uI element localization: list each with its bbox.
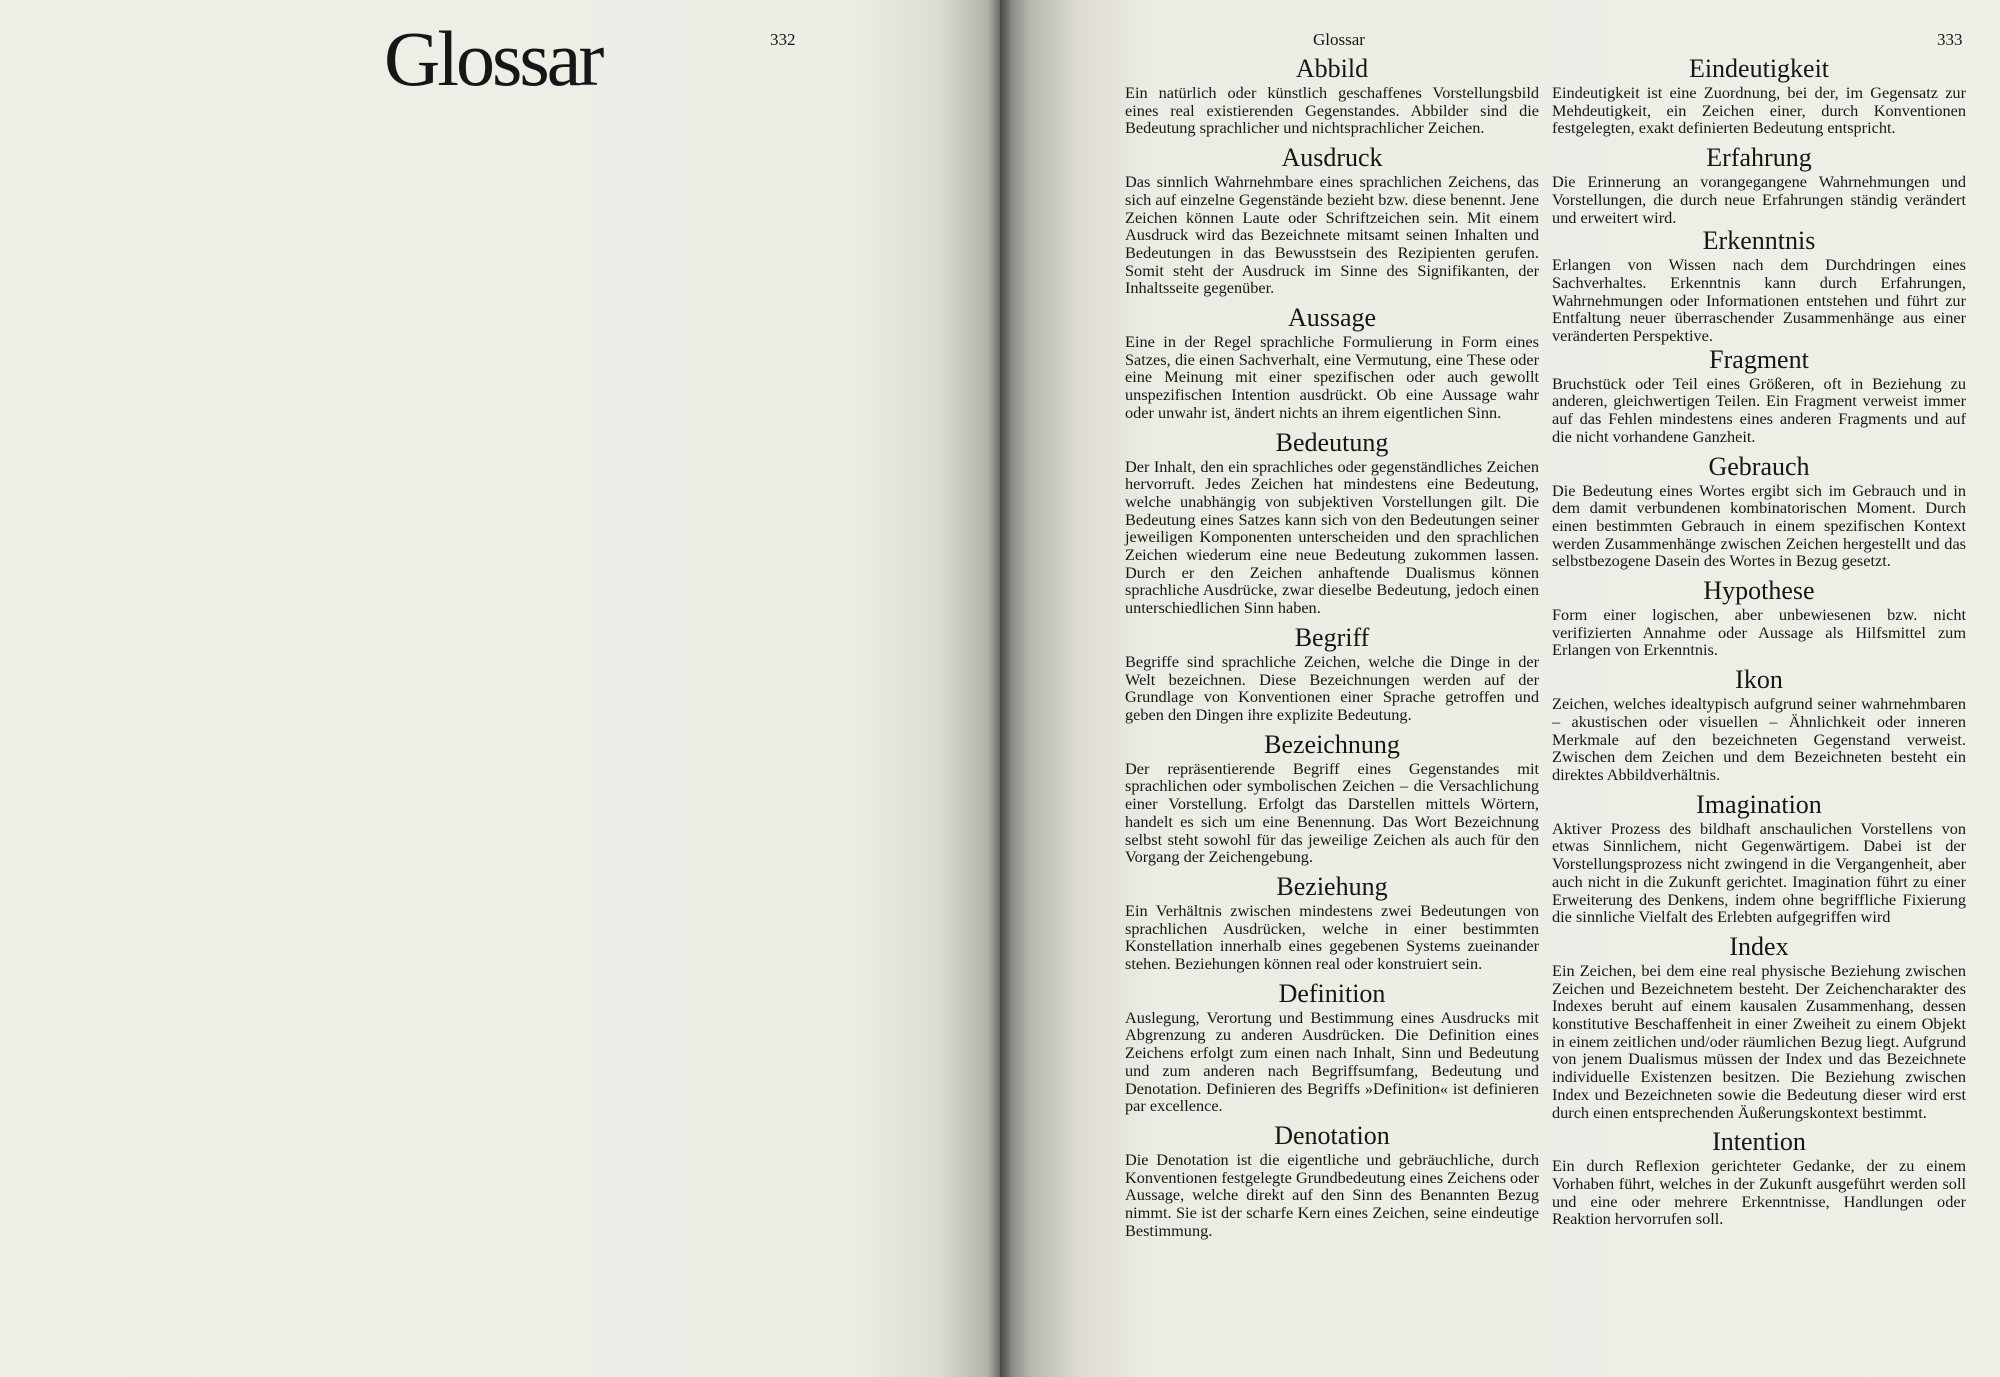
glossary-definition: Ein durch Reflexion gerichteter Gedanke, der zu einem Vorhaben führt, welches in der Zukunft ausgeführt werden soll und eine oder mehrere Erkenntnisse, Handlungen oder Reaktion hervorrufen soll.	[1552, 1156, 1966, 1229]
glossary-entry	[1552, 226, 1966, 345]
glossary-term: Ausdruck	[1281, 143, 1383, 173]
glossary-definition: Der Inhalt, den ein sprachliches oder gegenständliches Zeichen hervorruft. Jedes Zeichen hat mindestens eine Bedeutung, welche unabhängig von subjektiven Vorstellungen gilt. Die Bedeutung eines Satzes kann sich von den Bedeutungen seiner jeweiligen Komponenten unterscheiden und den sprachlichen Zeichen wiederum eine neue Bedeutung zukommen lassen. Durch er den Zeichen anhaftende Dualismus können sprachliche Ausdrücke, zwar dieselbe Bedeutung, jedoch einen unterschiedlichen Sinn haben.	[1125, 456, 1539, 618]
glossary-definition: Ein Verhältnis zwischen mindestens zwei Bedeutungen von sprachlichen Ausdrücken, welche in einer bestimmten Konstellation innerhalb eines gegebenen Systems zueinander stehen. Beziehungen können real oder konstruiert sein.	[1125, 900, 1539, 974]
glossary-term: Erfahrung	[1706, 143, 1812, 173]
glossary-definition: Die Bedeutung eines Wortes ergibt sich im Gebrauch und in dem damit verbundenen kombinatorischen Moment. Durch einen bestimmten Gebrauch in einem spezifischen Kontext werden Zusammenhänge zwischen Zeichen hergestellt und das selbstbezogene Dasein des Wortes in Bezug gesetzt.	[1552, 480, 1966, 571]
glossary-entry	[1552, 932, 1966, 1121]
glossary-definition: Aktiver Prozess des bildhaft anschaulichen Vorstellens von etwas Sinnlichem, nicht Gegenwärtigem. Dabei ist der Vorstellungsprozess nicht zwingend in die Vergangenheit, aber auch nicht in die Zukunft gerichtet. Imagination führt zu einer Erweiterung des Denkens, indem ohne begriffliche Fixierung die sinnliche Vielfalt des Erlebten aufgegriffen wird	[1552, 818, 1966, 927]
glossary-term: Index	[1729, 931, 1789, 961]
glossary-entry	[1125, 623, 1539, 724]
running-head: Glossar	[1313, 30, 1365, 49]
book-spine-shadow	[988, 0, 1012, 1377]
glossary-term: Imagination	[1696, 789, 1822, 819]
glossary-entry	[1125, 428, 1539, 617]
glossary-term: Eindeutigkeit	[1688, 54, 1830, 83]
glossary-term: Abbild	[1295, 54, 1369, 83]
glossary-entry	[1125, 979, 1539, 1115]
glossary-definition: Begriffe sind sprachliche Zeichen, welche die Dinge in der Welt bezeichnen. Diese Bezeichnungen werden auf der Grundlage von Konventionen einer Sprache getroffen und geben den Dingen ihre explizite Bedeutung.	[1125, 651, 1539, 724]
glossary-column-1	[1125, 54, 1539, 1239]
glossary-entry	[1552, 54, 1966, 137]
glossary-definition: Ein natürlich oder künstlich geschaffenes Vorstellungsbild eines real existierenden Gegenstandes. Abbilder sind die Bedeutung sprachlicher und nichtsprachlicher Zeichen.	[1125, 83, 1539, 138]
glossary-definition: Form einer logischen, aber unbewiesenen bzw. nicht verifizierten Annahme oder Aussage als Hilfsmittel zum Erlangen von Erkenntnis.	[1552, 605, 1966, 660]
glossary-definition: Die Erinnerung an vorangegangene Wahrnehmungen und Vorstellungen, die durch neue Erfahrungen ständig verändert und erweitert wird.	[1552, 172, 1966, 227]
glossary-term: Hypothese	[1703, 576, 1815, 606]
glossary-term: Erkenntnis	[1702, 226, 1816, 256]
glossary-entry	[1552, 1127, 1966, 1228]
glossary-term: Bedeutung	[1275, 427, 1389, 457]
glossary-term: Intention	[1712, 1127, 1806, 1157]
glossary-column-2	[1552, 54, 1966, 1228]
glossary-entry	[1552, 452, 1966, 571]
glossary-term: Aussage	[1287, 303, 1377, 333]
glossary-term: Ikon	[1735, 665, 1783, 695]
glossary-term: Begriff	[1294, 622, 1370, 652]
glossary-entry	[1125, 1121, 1539, 1240]
glossary-entry	[1552, 143, 1966, 226]
glossary-definition: Bruchstück oder Teil eines Größeren, oft in Beziehung zu anderen, gleichwertigen Teilen. Ein Fragment verweist immer auf das Fehlen mindestens eines anderen Fragments und auf die nicht vorhandene Ganzheit.	[1552, 373, 1966, 446]
right-page-number: 333	[1937, 30, 1963, 49]
glossary-term: Beziehung	[1276, 871, 1388, 901]
glossary-term: Gebrauch	[1708, 451, 1810, 481]
glossary-definition: Der repräsentierende Begriff eines Gegenstandes mit sprachlichen oder symbolischen Zeichen – die Versachlichung einer Vorstellung. Erfolgt das Darstellen mittels Wörtern, handelt es sich um eine Benennung. Das Wort Bezeichnung selbst steht sowohl für das jeweilige Zeichen als auch für den Vorgang der Zeichengebung.	[1125, 758, 1539, 867]
glossary-definition: Auslegung, Verortung und Bestimmung eines Ausdrucks mit Abgrenzung zu anderen Ausdrücken. Die Definition eines Zeichens erfolgt zum einen nach Inhalt, Sinn und Bedeutung und zum anderen nach Begriffsumfang, Bedeutung und Denotation. Definieren des Begriffs »Definition« ist definieren par excellence.	[1125, 1007, 1539, 1116]
glossary-entry	[1552, 345, 1966, 446]
glossary-entry	[1552, 576, 1966, 659]
glossary-term: Denotation	[1274, 1120, 1390, 1150]
glossary-definition: Erlangen von Wissen nach dem Durchdringen eines Sachverhaltes. Erkenntnis kann durch Erfahrungen, Wahrnehmungen oder Informationen entstehen und führt zur Entfaltung neuer überraschender Zusammenhänge aus einer veränderten Perspektive.	[1552, 255, 1966, 346]
glossary-entry	[1125, 872, 1539, 973]
glossary-definition: Eine in der Regel sprachliche Formulierung in Form eines Satzes, die einen Sachverhalt, eine Vermutung, eine These oder eine Meinung mit einer spezifischen oder auch gewollt unspezifischen Intention ausdrückt. Ob eine Aussage wahr oder unwahr ist, ändert nichts an ihrem eigentlichen Sinn.	[1125, 332, 1539, 422]
glossary-definition: Die Denotation ist die eigentliche und gebräuchliche, durch Konventionen festgelegte Grundbedeutung eines Zeichens oder Aussage, welche direkt auf den Sinn des Benannten Bezug nimmt. Sie ist der scharfe Kern eines Zeichen, seine eindeutige Bestimmung.	[1125, 1149, 1539, 1240]
glossary-entry	[1125, 54, 1539, 137]
glossary-definition: Eindeutigkeit ist eine Zuordnung, bei der, im Gegensatz zur Mehdeutigkeit, ein Zeichen einer, durch Konventionen festgelegten, exakt definierten Bedeutung entspricht.	[1552, 83, 1966, 138]
glossary-definition: Das sinnlich Wahrnehmbare eines sprachlichen Zeichens, das sich auf einzelne Gegenstände bezieht bzw. diese benennt. Jene Zeichen können Laute oder Schriftzeichen sein. Mit einem Ausdruck wird das Bezeichnete mitsamt seinen Inhalten und Bedeutungen in das Bewusstsein des Rezipienten gerufen. Somit steht der Ausdruck im Sinne des Signifikanten, der Inhaltsseite gegenüber.	[1125, 172, 1539, 298]
glossary-entry	[1552, 790, 1966, 926]
chapter-title: Glossar	[384, 15, 602, 102]
glossary-definition: Zeichen, welches idealtypisch aufgrund seiner wahrnehmbaren – akustischen oder visuellen – Ähnlichkeit oder inneren Merkmale auf den bezeichneten Gegenstand verweist. Zwischen dem Zeichen und dem Bezeichneten besteht ein direktes Abbildverhältnis.	[1552, 694, 1966, 784]
glossary-entry	[1125, 730, 1539, 866]
glossary-entry	[1552, 665, 1966, 784]
glossary-definition: Ein Zeichen, bei dem eine real physische Beziehung zwischen Zeichen und Bezeichnetem besteht. Der Zeichencharakter des Indexes beruht auf einem kausalen Zusammenhang, dessen konstitutive Beschaffenheit in einer Zweiheit zu einem Objekt in einem zeitlichen und/oder räumlichen Bezug liegt. Aufgrund von jenem Dualismus müssen der Index und das Bezeichnete individuelle Existenzen besitzen. Die Beziehung zwischen Index und Bezeichneten sowie die Bedeutung dieser wird erst durch einen entsprechenden Äußerungskontext bestimmt.	[1552, 960, 1966, 1122]
glossary-term: Bezeichnung	[1264, 729, 1400, 759]
glossary-term: Definition	[1278, 978, 1386, 1008]
glossary-entry	[1125, 303, 1539, 422]
glossary-entry	[1125, 143, 1539, 297]
glossary-term: Fragment	[1709, 344, 1809, 374]
left-page-number: 332	[770, 30, 796, 49]
